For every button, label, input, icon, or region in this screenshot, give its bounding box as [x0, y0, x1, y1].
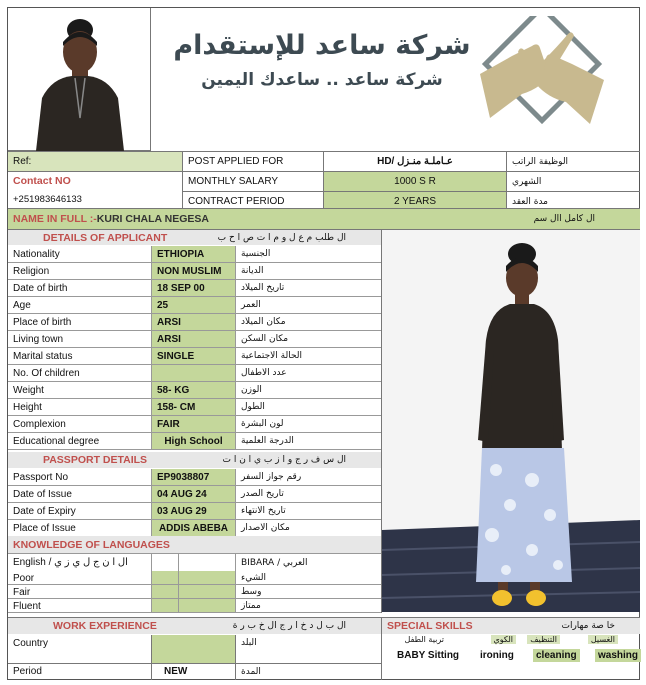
period-ar: المدة: [241, 666, 261, 677]
name-ar: ال كامل اال سم: [533, 214, 595, 224]
skills-header: [382, 618, 640, 634]
arabic-level-box: [179, 599, 235, 612]
details-label: Age: [13, 299, 31, 311]
passport-value: 04 AUG 24: [152, 486, 235, 502]
passport-value: 03 AUG 29: [152, 503, 235, 519]
passport-label: Passport No: [13, 471, 69, 483]
skills-title-ar: خا صة مهارات: [561, 621, 615, 631]
english-level-box: [152, 599, 178, 612]
arabic-level-box: [179, 571, 235, 584]
details-title-ar: ال طلب م ع ل و م ا ت ص ا ح ب: [217, 232, 346, 243]
passport-title-ar: ال س ف ر ج و ا ز ب ي ا ن ا ت: [222, 455, 346, 465]
skills-row: [382, 648, 640, 664]
skill-ar-1: الكوي: [491, 635, 516, 644]
passport-ar: تاريخ الانتهاء: [241, 506, 286, 516]
name-row: [8, 209, 640, 229]
monthly-salary-ar: الشهري: [512, 176, 542, 187]
arabic-level-box: [179, 585, 235, 598]
name-label: NAME IN FULL :-: [13, 213, 97, 225]
name-value: KURI CHALA NEGESA: [96, 213, 209, 225]
contract-period-ar: مدة العقد: [512, 196, 548, 207]
details-label: No. Of children: [13, 367, 80, 379]
details-value: NON MUSLIM: [152, 263, 235, 279]
country-ar: البلد: [241, 638, 257, 648]
details-value: 58- KG: [152, 382, 235, 398]
details-value: 25: [152, 297, 235, 313]
details-label: Height: [13, 401, 42, 413]
details-ar: الجنسية: [241, 249, 271, 259]
details-value: High School: [152, 433, 235, 449]
skill-0: [397, 650, 459, 661]
passport-ar: رقم جواز السفر: [241, 472, 302, 482]
languages-header: [8, 536, 381, 553]
ref-label: Ref:: [8, 152, 182, 171]
passport-label: Date of Expiry: [13, 505, 76, 517]
details-ar: تاريخ الميلاد: [241, 283, 285, 293]
english-label: English / ال ا ن ج ل ي ز ي: [13, 557, 128, 568]
passport-header: [8, 452, 381, 468]
language-level-label: Fair: [13, 586, 31, 598]
skill-3: washing: [595, 649, 641, 662]
details-ar: الطول: [241, 402, 265, 412]
contact-label: Contact NO: [13, 175, 71, 187]
passport-label: Place of Issue: [13, 522, 76, 534]
period-label: Period: [13, 666, 42, 677]
skills-ar-row: [382, 634, 640, 648]
details-value: ARSI: [152, 314, 235, 330]
arabic-label: العربي / BIBARA: [241, 557, 308, 568]
passport-ar: تاريخ الصدر: [241, 489, 284, 499]
passport-label: Date of Issue: [13, 488, 72, 500]
skill-2: cleaning: [533, 649, 580, 662]
skill-ar-0: تربية الطفل: [404, 635, 444, 644]
details-label: Weight: [13, 384, 44, 396]
skill-0-label: BABY Sitting: [397, 650, 460, 661]
post-applied-ar: الوظيفة الراتب: [512, 156, 569, 167]
english-level-box: [152, 571, 178, 584]
post-applied-label: POST APPLIED FOR: [188, 156, 284, 167]
country-label: Country: [13, 637, 49, 649]
details-label: Marital status: [13, 350, 73, 362]
passport-title: PASSPORT DETAILS: [43, 454, 148, 466]
details-ar: مكان السكن: [241, 334, 289, 344]
skill-1: ironing: [480, 650, 514, 661]
work-header: [8, 618, 381, 634]
details-value: 18 SEP 00: [152, 280, 235, 296]
company-logo: [472, 16, 612, 136]
company-name: شركة ساعد للإستقدام: [173, 30, 471, 61]
details-value: ARSI: [152, 331, 235, 347]
contract-period-value: 2 YEARS: [324, 192, 506, 211]
language-level-ar: وسط: [241, 587, 262, 597]
period-value: NEW: [164, 666, 188, 677]
passport-value: ADDIS ABEBA: [152, 520, 235, 536]
skill-ar-2: التنظيف: [527, 635, 560, 644]
full-body-photo: [382, 230, 640, 612]
work-title-ar: ال ب ل د خ ا ر ج ال خ ب ر ة: [232, 621, 346, 631]
company-slogan: شركة ساعد .. ساعدك اليمين: [201, 70, 443, 90]
monthly-salary-value: 1000 S R: [324, 172, 506, 191]
details-ar: الديانة: [241, 266, 264, 276]
country-value: [152, 635, 235, 663]
skills-title: SPECIAL SKILLS: [387, 620, 473, 632]
passport-value: EP9038807: [152, 469, 235, 485]
languages-title: KNOWLEDGE OF LANGUAGES: [13, 538, 170, 551]
contract-period-label: CONTRACT PERIOD: [188, 196, 285, 207]
skill-ar-3: الغسيل: [588, 635, 618, 644]
work-title: WORK EXPERIENCE: [53, 620, 157, 632]
details-label: Educational degree: [13, 435, 100, 447]
details-ar: عدد الاطفال: [241, 368, 287, 378]
details-value: SINGLE: [152, 348, 235, 364]
details-value: ETHIOPIA: [152, 246, 235, 262]
english-level-box: [152, 585, 178, 598]
phone-number: +251983646133: [13, 193, 82, 205]
details-ar: الدرجة العلمية: [241, 436, 294, 446]
details-title: DETAILS OF APPLICANT: [43, 231, 168, 244]
language-level-ar: ممتاز: [241, 601, 261, 611]
details-value: [152, 365, 235, 381]
details-value: 158- CM: [152, 399, 235, 415]
company-header: [152, 8, 639, 151]
monthly-salary-label: MONTHLY SALARY: [188, 176, 279, 187]
details-label: Date of birth: [13, 282, 68, 294]
language-level-label: Fluent: [13, 600, 41, 612]
portrait-photo: [8, 8, 151, 151]
language-level-label: Poor: [13, 572, 35, 584]
details-label: Nationality: [13, 248, 60, 260]
details-ar: لون البشرة: [241, 419, 284, 429]
details-ar: الحالة الاجتماعية: [241, 351, 302, 361]
details-label: Religion: [13, 265, 50, 277]
details-label: Living town: [13, 333, 64, 345]
details-label: Place of birth: [13, 316, 72, 328]
details-ar: مكان الميلاد: [241, 317, 286, 327]
post-applied-value: HD/ عـاملـة منـزل: [377, 156, 453, 167]
passport-ar: مكان الاصدار: [241, 523, 290, 533]
details-ar: الوزن: [241, 385, 262, 395]
details-label: Complexion: [13, 418, 66, 430]
details-ar: العمر: [241, 300, 261, 310]
details-value: FAIR: [152, 416, 235, 432]
details-header: [8, 230, 381, 245]
language-level-ar: الشيء: [241, 573, 267, 583]
